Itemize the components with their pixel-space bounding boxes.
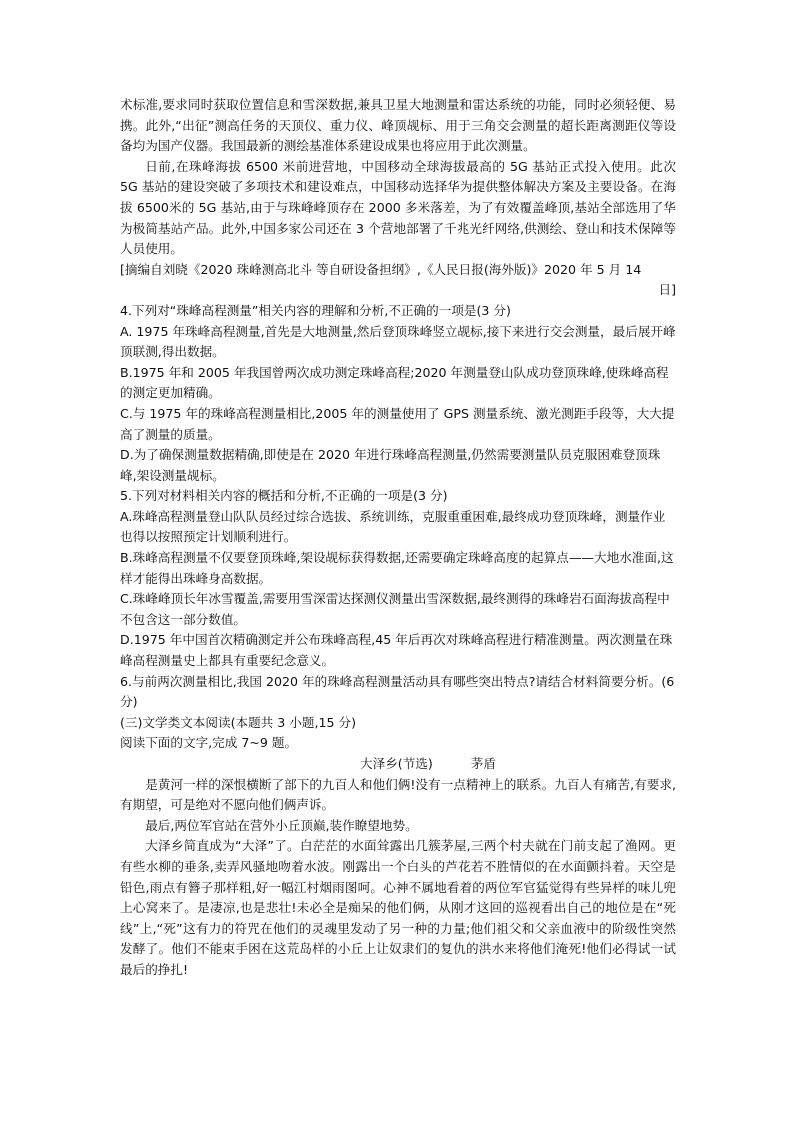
question-5-option-a: A.珠峰高程测量登山队队员经过综合选拔、系统训练，克服重重困难,最终成功登顶珠峰，测量作业也得以按照预定计划顺利进行。 bbox=[120, 508, 666, 545]
question-4-option-a: A. 1975 年珠峰高程测量,首先是大地测量,然后登顶珠峰竖立觇标,接下来进行交会测量，最后展开峰顶联测,得出数据。 bbox=[120, 323, 676, 360]
question-5-stem: 5.下列对材料相关内容的概括和分析,不正确的一项是(3 分) bbox=[120, 488, 448, 504]
story-title-line bbox=[120, 754, 676, 775]
document-page bbox=[120, 95, 676, 981]
question-5-option-d: D.1975 年中国首次精确测定并公布珠峰高程,45 年后再次对珠峰高程进行精准测量。两次测量在珠峰高程测量史上都具有重要纪念意义。 bbox=[120, 632, 673, 669]
question-5-option-b: B.珠峰高程测量不仅要登顶珠峰,架设觇标获得数据,还需要确定珠峰高度的起算点——大地水准面,这样才能得出珠峰身高数据。 bbox=[120, 550, 674, 586]
story-paragraph-2: 最后,两位军官站在营外小丘顶巅,装作瞭望地势。 bbox=[145, 817, 418, 833]
section-3-instruction: 阅读下面的文字,完成 7~9 题。 bbox=[120, 735, 298, 751]
story-author: 茅盾 bbox=[470, 756, 496, 771]
source-citation-end: 日] bbox=[658, 282, 676, 298]
question-4-option-d: D.为了确保测量数据精确,即使是在 2020 年进行珠峰高程测量,仍然需要测量队员克服困难登顶珠峰,架设测量觇标。 bbox=[120, 447, 661, 483]
section-3-heading: (三)文学类文本阅读(本题共 3 小题,15 分) bbox=[120, 714, 357, 730]
story-title: 大泽乡(节选) bbox=[360, 756, 433, 771]
question-4-option-c: C.与 1975 年的珠峰高程测量相比,2005 年的测量使用了 GPS 测量系统、激光测距手段等，大大提高了测量的质量。 bbox=[120, 405, 675, 442]
passage-paragraph-1: 术标准,要求同时获取位置信息和雪深数据,兼具卫星大地测量和雷达系统的功能，同时必须轻便、易携。此外,“出征”测高任务的天顶仪、重力仪、峰顶觇标、用于三角交会测量的超长距离测距仪等设备均为国产仪器。我国最新的测绘基准体系建设成果也将应用于此次测量。 bbox=[120, 97, 676, 154]
source-citation: [摘编自刘晓《2020 珠峰测高北斗 等自研设备担纲》,《人民日报(海外版)》2020 年 5 月 14 bbox=[120, 261, 642, 277]
question-6-stem: 6.与前两次测量相比,我国 2020 年的珠峰高程测量活动具有哪些突出特点?请结合材料简要分析。(6 分) bbox=[120, 673, 675, 710]
passage-paragraph-2: 日前,在珠峰海拔 6500 米前进营地，中国移动全球海拔最高的 5G 基站正式投入使用。此次 5G 基站的建设突破了多项技术和建设难点，中国移动选择华为提供整体解决方案及主要设备。在海拔 6500米的 5G 基站,由于与珠峰峰顶存在 2000 多米落差，为了有效覆盖峰顶,基站全部选用了华为极简基站产品。此外,中国多家公司还在 3 个营地部署了千兆光纤网络,供测绘、登山和技术保障等人员使用。 bbox=[120, 158, 676, 257]
story-paragraph-3: 大泽乡简直成为“大泽”了。白茫茫的水面耸露出几簇茅屋,三两个村夫就在门前支起了渔网。更有些水柳的垂条,卖弄风骚地吻着水波。刚露出一个白头的芦花若不胜情似的在水面颤抖着。天空是铅色,雨点有簪子那样粗,好一幅江村烟雨图呵。心神不属地看着的两位军官猛觉得有些异样的味儿兜上心窝来了。是凄凉,也是悲壮!未必全是痴呆的他们俩，从刚才这回的巡视看出自己的地位是在“死线”上,“死”这有力的符咒在他们的灵魂里发动了另一种的力量;他们祖父和父亲血液中的阶级性突然发酵了。他们不能束手困在这荒岛样的小丘上让奴隶们的复仇的洪水来将他们淹死!他们必得试一试最后的挣扎! bbox=[120, 838, 676, 977]
question-4-option-b: B.1975 年和 2005 年我国曾两次成功测定珠峰高程;2020 年测量登山队成功登顶珠峰,使珠峰高程的测定更加精确。 bbox=[120, 364, 669, 401]
story-paragraph-1: 是黄河一样的深恨横断了部下的九百人和他们俩!没有一点精神上的联系。九百人有痛苦,有要求,有期望，可是绝对不愿向他们俩声诉。 bbox=[120, 776, 676, 813]
question-4-stem: 4.下列对“珠峰高程测量”相关内容的理解和分析,不正确的一项是(3 分) bbox=[120, 302, 511, 318]
question-5-option-c: C.珠峰峰顶长年冰雪覆盖,需要用雪深雷达探测仪测量出雪深数据,最终测得的珠峰岩石面海拔高程中不包含这一部分数值。 bbox=[120, 591, 670, 627]
